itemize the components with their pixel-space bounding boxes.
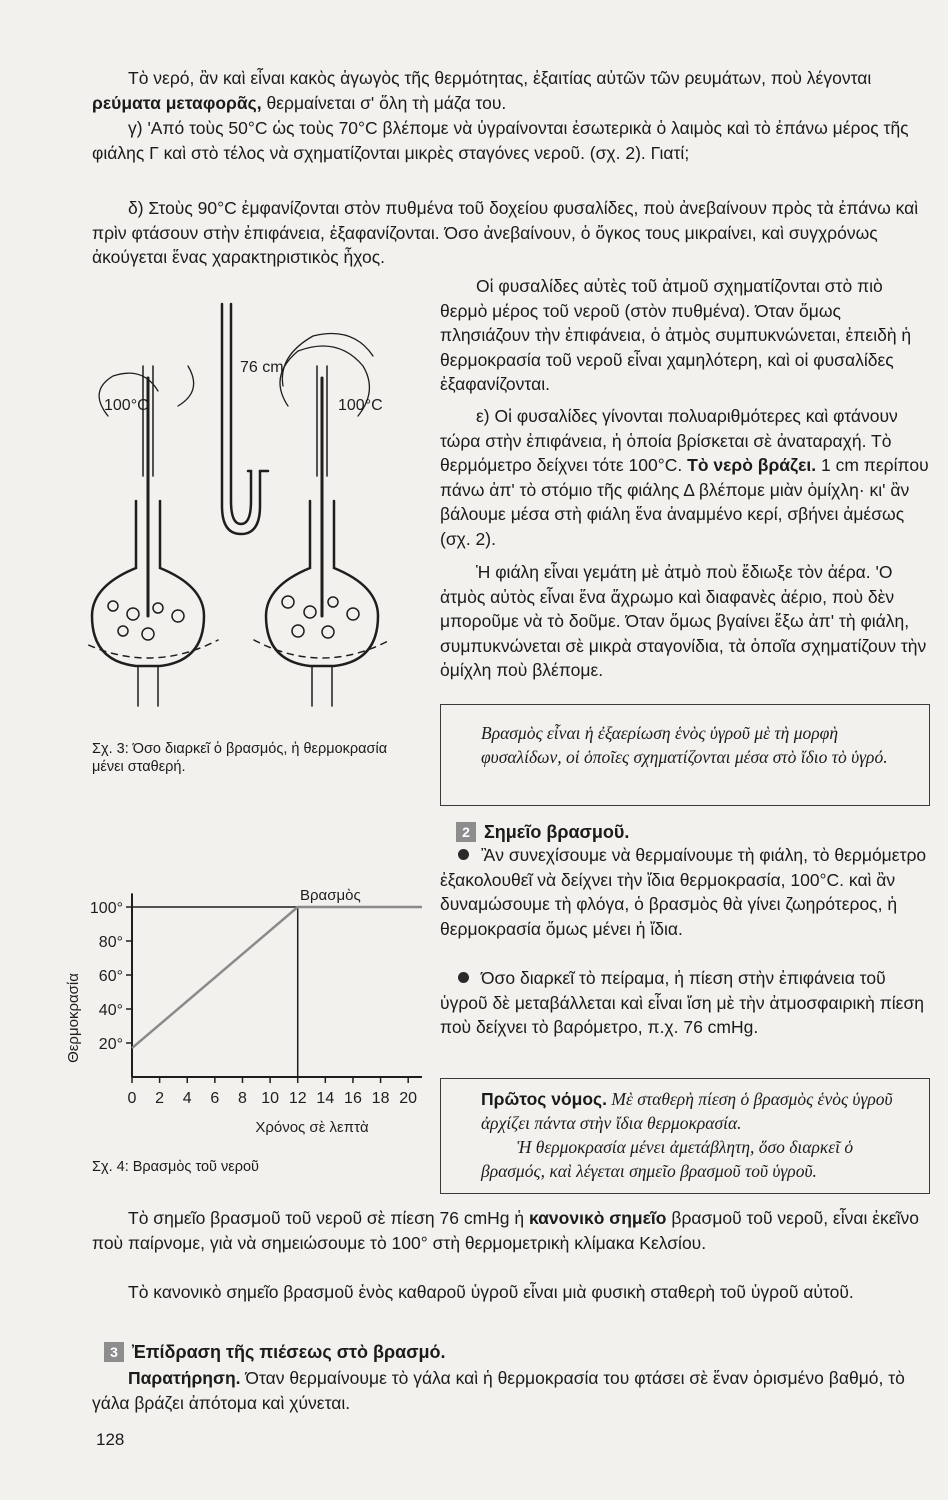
section-heading-boiling-point: 2 Σημεῖο βρασμοῦ. [456,820,629,844]
chart-y-tick-label: 80° [98,934,123,951]
law-title: Πρῶτος νόμος. [481,1089,608,1109]
chart-x-tick-label: 8 [238,1090,247,1107]
chart-x-tick-label: 16 [344,1090,362,1107]
chart-y-tick-label: 40° [98,1002,123,1019]
page-number: 128 [96,1430,125,1449]
chart-y-tick-label: 60° [98,968,123,985]
term-convection-currents: ρεύματα μεταφορᾶς, [92,92,262,113]
chart-x-tick-label: 12 [288,1090,307,1107]
chart-x-tick-label: 20 [399,1090,418,1107]
chart-x-axis-label: Χρόνος σὲ λεπτὰ [255,1119,369,1136]
paragraph-physical-constant: Τὸ κανονικὸ σημεῖο βρασμοῦ ἑνὸς καθαροῦ ὑγροῦ εἶναι μιὰ φυσικὴ σταθερὴ τοῦ ὑγροῦ αὐτοῦ. [128,1282,854,1302]
paragraph-observation: Παρατήρηση. Όταν θερμαίνουμε τὸ γάλα καὶ ἡ θερμοκρασία του φτάσει σὲ ἕναν ὁρισμένο βαθμό, τὸ γάλα βράζει ἀπότομα καὶ χύνεται. [92,1368,905,1413]
chart-y-tick-label: 20° [98,1036,123,1053]
barometer-height-label: 76 cm [240,359,284,376]
left-thermometer-label: 100°C [104,397,149,414]
first-law-box [440,1078,930,1194]
paragraph-convection: Τὸ νερό, ἂν καὶ εἶναι κακὸς ἀγωγὸς τῆς θερμότητας, ἐξαιτίας αὐτῶν τῶν ρευμάτων, ποὺ λέγονται ρεύματα μεταφορᾶς, θερμαίνεται σ' ὅλη τὴ μάζα του. [92,68,872,113]
bullet-icon [458,972,469,983]
chart-series [132,907,422,1048]
figure-3-boiling-apparatus [88,296,438,716]
paragraph-gamma: γ) 'Από τοὺς 50°C ὡς τοὺς 70°C βλέπομε νὰ ὑγραίνονται ἐσωτερικὰ ὁ λαιμὸς καὶ τὸ ἐπάνω μέρος τῆς φιάλης Γ καὶ στὸ τέλος νὰ σχηματίζονται μικρὲς σταγόνες νεροῦ. (σχ. 2). Γιατί; [92,118,909,163]
term-observation: Παρατήρηση. [128,1368,241,1388]
term-water-boils: Τὸ νερὸ βράζει. [687,455,817,475]
section-heading-pressure-effect: 3 Ἐπίδραση τῆς πιέσεως στὸ βρασμό. [104,1340,446,1364]
paragraph-bubbles: Οἱ φυσαλίδες αὐτὲς τοῦ ἀτμοῦ σχηματίζονται στὸ πιὸ θερμὸ μέρος τοῦ νεροῦ (στὸν πυθμένα). Όταν ὅμως πλησιάζουν τὴν ἐπιφάνεια, ὁ ἀτμὸς συμπυκνώνεται, ἐπειδὴ ἡ θερμοκρασία τοῦ νεροῦ εἶναι χαμηλότερη, καὶ οἱ φυσαλίδες ἐξαφανίζονται. [440,276,912,394]
definition-box: Βρασμὸς εἶναι ἡ ἐξαερίωση ἑνὸς ὑγροῦ μὲ τὴ μορφὴ φυσαλίδων, οἱ ὁποῖες σχηματίζονται μέσα στὸ ἴδιο τὸ ὑγρό. [440,704,930,806]
chart-axes [132,893,422,1077]
paragraph-steam: Ἡ φιάλη εἶναι γεμάτη μὲ ἀτμὸ ποὺ ἔδιωξε τὸν ἀέρα. 'Ο ἀτμὸς αὐτὸς εἶναι ἕνα ἄχρωμο καὶ διαφανὲς ἀέριο, ποὺ δὲν μποροῦμε νὰ τὸ δοῦμε. Όταν ὅμως βγαίνει ἔξω ἀπ' τὴ φιάλη, συμπυκνώνεται σὲ μικρὰ σταγονίδια, τὰ ὁποῖα σχηματίζουν τὴν ὁμίχλη ποὺ βλέπομε. [440,562,927,680]
bullet-item-constant-pressure: Όσο διαρκεῖ τὸ πείραμα, ἡ πίεση στὴν ἐπιφάνεια τοῦ ὑγροῦ δὲ μεταβάλλεται καὶ εἶναι ἴση μὲ τὴν ἀτμοσφαιρικὴ πίεση ποὺ δείχνει τὸ βαρόμετρο, π.χ. 76 cmHg. [440,968,925,1037]
chart-reference-lines [132,907,298,1077]
chart-y-axis-label: Θερμοκρασία [65,973,82,1063]
paragraph-delta: δ) Στοὺς 90°C ἐμφανίζονται στὸν πυθμένα τοῦ δοχείου φυσαλίδες, ποὺ ἀνεβαίνουν πρὸς τὰ ἐπάνω καὶ πρὶν φτάσουν στὴν ἐπιφάνεια, ἐξαφανίζονται. Όσο ἀνεβαίνουν, ὁ ὄγκος τους μικραίνει, καὶ συγχρόνως ἀκούγεται ἕνας χαρακτηριστικὸς ἦχος. [92,198,919,267]
figure-4-boiling-chart [60,870,440,1140]
figure-3-caption: Σχ. 3: Όσο διαρκεῖ ὁ βρασμός, ἡ θερμοκρασία μένει σταθερή. [92,741,388,775]
right-thermometer-label: 100°C [338,397,383,414]
law-statement: Μὲ σταθερὴ πίεση ὁ βρασμὸς ἑνὸς ὑγροῦ ἀρχίζει πάντα στὴν ἴδια θερμοκρασία. [481,1089,893,1133]
term-normal-point: κανονικὸ σημεῖο [529,1208,667,1228]
chart-x-tick-label: 6 [210,1090,220,1107]
section-number-badge: 2 [456,822,476,842]
paragraph-epsilon: ε) Οἱ φυσαλίδες γίνονται πολυαριθμότερες καὶ φτάνουν τώρα στὴν ἐπιφάνεια, ἡ ὁποία βρίσκεται σὲ ἀναταραχή. Τὸ θερμόμετρο δείχνει τότε 100°C. Τὸ νερὸ βράζει. 1 cm περίπου πάνω ἀπ' τὸ στόμιο τῆς φιάλης Δ βλέπομε μιὰν ὁμίχλη· κι' ἂν βάλουμε μέσα στὴ φιάλη ἕνα ἀναμμένο κερί, σβήνει ἀμέσως (σχ. 2). [440,406,929,549]
chart-x-tick-label: 0 [127,1090,137,1107]
figure-4-caption: Σχ. 4: Βρασμὸς τοῦ νεροῦ [92,1159,259,1175]
chart-y-tick-label: 100° [89,900,123,917]
chart-title: Βρασμὸς [300,887,361,904]
chart-x-tick-label: 10 [261,1090,279,1107]
barometer-tube [222,304,260,534]
bullet-item-constant-temperature: Ἂν συνεχίσουμε νὰ θερμαίνουμε τὴ φιάλη, τὸ θερμόμετρο ἐξακολουθεῖ νὰ δείχνει τὴν ἴδια θερμοκρασία, 100°C. καὶ ἂν δυναμώσουμε τὴ φλόγα, ὁ βρασμὸς θὰ γίνει ζωηρότερος, ἡ θερμοκρασία ὅμως μένει ἡ ἴδια. [440,845,927,939]
chart-x-tick-label: 14 [316,1090,335,1107]
chart-series-line [132,907,422,1048]
chart-x-tick-label: 4 [182,1090,192,1107]
chart-x-tick-label: 2 [155,1090,165,1107]
law-continuation: Ἡ θερμοκρασία μένει ἀμετάβλητη, ὅσο διαρκεῖ ὁ βρασμός, καὶ λέγεται σημεῖο βρασμοῦ τοῦ ὑγροῦ. [481,1137,854,1181]
chart-ticks [90,900,417,1107]
paragraph-normal-boiling-point: Τὸ σημεῖο βρασμοῦ τοῦ νεροῦ σὲ πίεση 76 cmHg ἡ κανονικὸ σημεῖο βρασμοῦ τοῦ νεροῦ, εἶναι ἐκεῖνο ποὺ παίρνομε, γιὰ νὰ σημειώσουμε τὸ 100° στὴ θερμομετρικὴ κλίμακα Κελσίου. [92,1208,919,1253]
chart-x-tick-label: 18 [371,1090,390,1107]
section-number-badge: 3 [104,1342,124,1362]
bullet-icon [458,849,469,860]
